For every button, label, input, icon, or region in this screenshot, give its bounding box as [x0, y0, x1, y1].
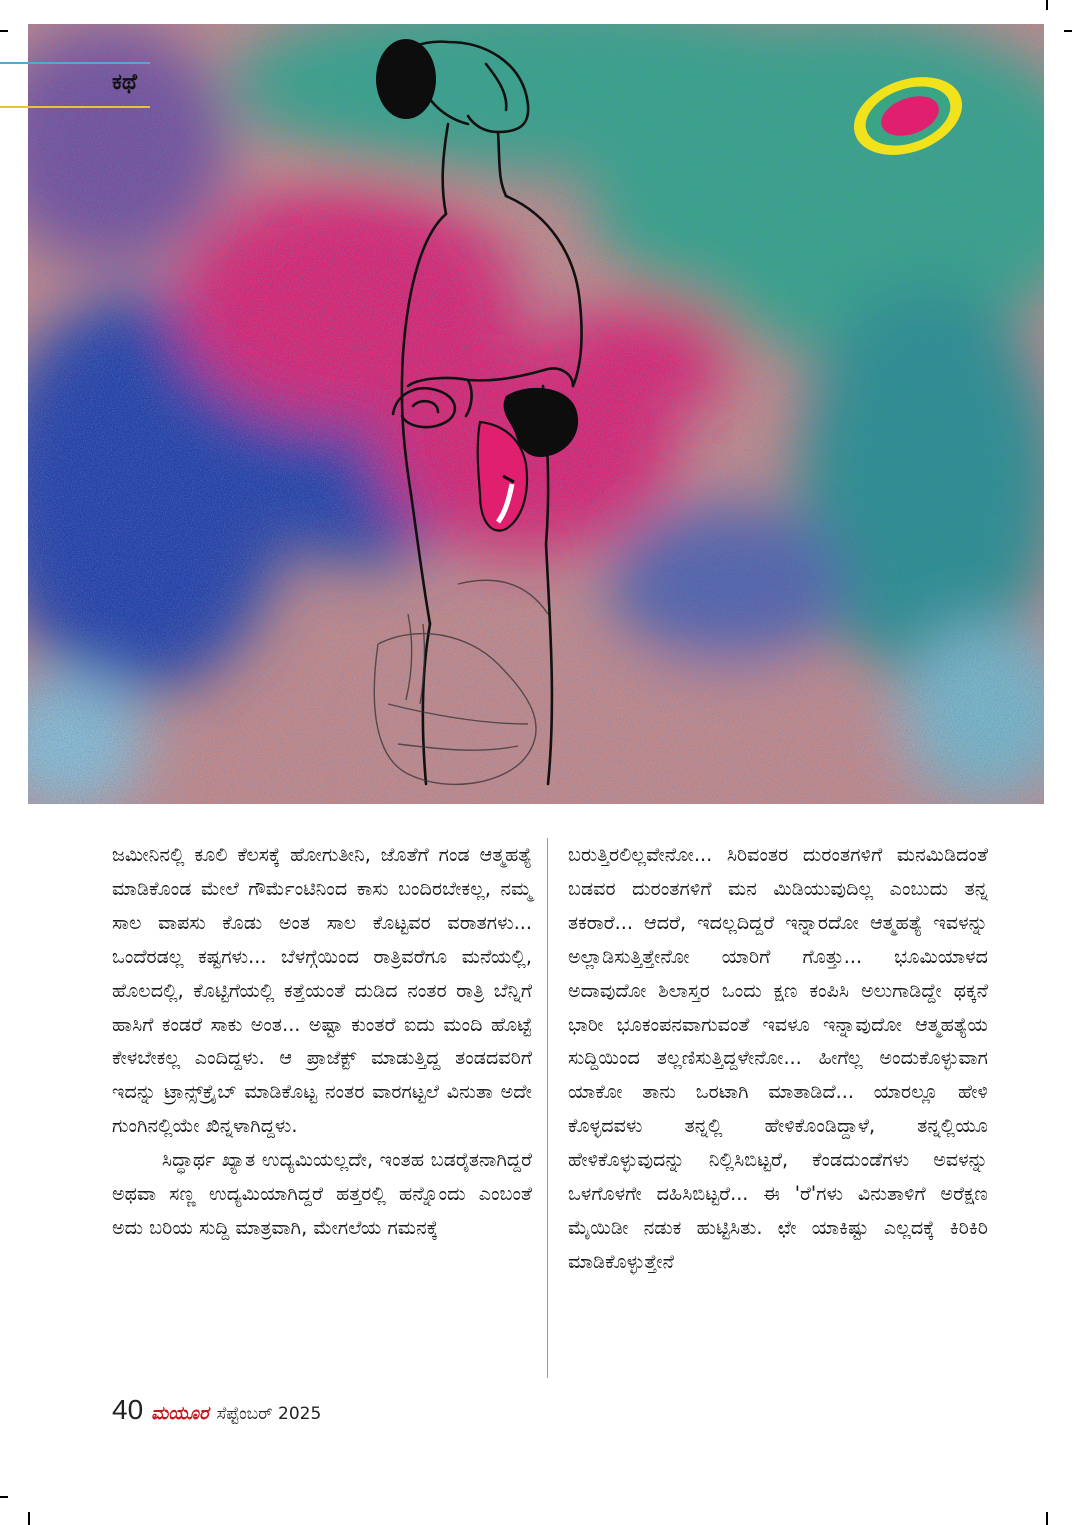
story-illustration: [28, 24, 1044, 804]
crop-mark: [0, 1496, 8, 1498]
issue-date: ಸೆಪ್ಟೆಂಬರ್ 2025: [216, 1404, 322, 1424]
crop-mark: [28, 1512, 30, 1525]
page-footer: [112, 1394, 321, 1426]
paragraph: ಸಿದ್ಧಾರ್ಥ ಖ್ಯಾತ ಉದ್ಯಮಿಯಲ್ಲದೇ, ಇಂತಹ ಬಡರೈತನಾಗಿದ್ದರೆ ಅಥವಾ ಸಣ್ಣ ಉದ್ಯಮಿಯಾಗಿದ್ದರೆ ಹತ್ತರಲ್ಲಿ ಹನ್ನೊಂದು ಎಂಬಂತೆ ಅದು ಬರಿಯ ಸುದ್ದಿ ಮಾತ್ರವಾಗಿ, ಮೇಗಲೆಯ ಗಮನಕ್ಕೆ: [112, 1148, 532, 1239]
header-rule-yellow: [0, 106, 150, 108]
header-rule-blue: [0, 62, 150, 64]
section-label: ಕಥೆ: [112, 70, 137, 95]
magazine-logo: ಮಯೂರ: [151, 1403, 209, 1424]
text-column-left: [112, 838, 532, 1245]
text-column-right: [568, 838, 988, 1279]
page-number: 40: [112, 1394, 144, 1425]
crop-mark: [1046, 1512, 1048, 1525]
paragraph: ಬರುತ್ತಿರಲಿಲ್ಲವೇನೋ... ಸಿರಿವಂತರ ದುರಂತಗಳಿಗೆ ಮನಮಿಡಿದಂತೆ ಬಡವರ ದುರಂತಗಳಿಗೆ ಮನ ಮಿಡಿಯುವುದಿಲ್ಲ ಎಂಬುದು ತನ್ನ ತಕರಾರೆ... ಆದರೆ, ಇದಲ್ಲದಿದ್ದರೆ ಇನ್ನಾರದೋ ಆತ್ಮಹತ್ಯೆ ಇವಳನ್ನು ಅಲ್ಲಾಡಿಸುತ್ತಿತ್ತೇನೋ ಯಾರಿಗೆ ಗೊತ್ತು... ಭೂಮಿಯಾಳದ ಅದಾವುದೋ ಶಿಲಾಸ್ತರ ಒಂದು ಕ್ಷಣ ಕಂಪಿಸಿ ಅಲುಗಾಡಿದ್ದೇ ಥಕ್ಕನೆ ಭಾರೀ ಭೂಕಂಪನವಾಗುವಂತೆ ಇವಳೂ ಇನ್ನಾವುದೋ ಆತ್ಮಹತ್ಯೆಯ ಸುದ್ದಿಯಿಂದ ತಲ್ಲಣಿಸುತ್ತಿದ್ದಳೇನೋ... ಹೀಗೆಲ್ಲ ಅಂದುಕೊಳ್ಳುವಾಗ ಯಾಕೋ ತಾನು ಒರಟಾಗಿ ಮಾತಾಡಿದೆ... ಯಾರಲ್ಲೂ ಹೇಳಿ ಕೊಳ್ಳದವಳು ತನ್ನಲ್ಲಿ ಹೇಳಿಕೊಂಡಿದ್ದಾಳೆ, ತನ್ನಲ್ಲಿಯೂ ಹೇಳಿಕೊಳ್ಳುವುದನ್ನು ನಿಲ್ಲಿಸಿಬಿಟ್ಟರೆ, ಕೆಂಡದುಂಡೆಗಳು ಅವಳನ್ನು ಒಳಗೊಳಗೇ ದಹಿಸಿಬಿಟ್ಟರೆ... ಈ 'ರೆ'ಗಳು ವಿನುತಾಳಿಗೆ ಅರೆಕ್ಷಣ ಮೈಯಿಡೀ ನಡುಕ ಹುಟ್ಟಿಸಿತು. ಛೇ ಯಾಕಿಷ್ಟು ಎಲ್ಲದಕ್ಕೆ ಕಿರಿಕಿರಿ ಮಾಡಿಕೊಳ್ಳುತ್ತೇನೆ: [568, 843, 988, 1273]
column-divider: [547, 838, 548, 1378]
paragraph: ಜಮೀನಿನಲ್ಲಿ ಕೂಲಿ ಕೆಲಸಕ್ಕೆ ಹೋಗುತೀನಿ, ಜೊತೆಗೆ ಗಂಡ ಆತ್ಮಹತ್ಯೆ ಮಾಡಿಕೊಂಡ ಮೇಲೆ ಗೌರ್ಮೆಂಟಿನಿಂದ ಕಾಸು ಬಂದಿರಬೇಕಲ್ಲ, ನಮ್ಮ ಸಾಲ ವಾಪಸು ಕೊಡು ಅಂತ ಸಾಲ ಕೊಟ್ಟವರ ವರಾತಗಳು... ಒಂದೆರಡಲ್ಲ ಕಷ್ಟಗಳು... ಬೆಳಗ್ಗೆಯಿಂದ ರಾತ್ರಿವರೆಗೂ ಮನೆಯಲ್ಲಿ, ಹೊಲದಲ್ಲಿ, ಕೊಟ್ಟಿಗೆಯಲ್ಲಿ ಕತ್ತೆಯಂತೆ ದುಡಿದ ನಂತರ ರಾತ್ರಿ ಬೆನ್ನಿಗೆ ಹಾಸಿಗೆ ಕಂಡರೆ ಸಾಕು ಅಂತ... ಅಷ್ಟಾ ಕುಂತರೆ ಐದು ಮಂದಿ ಹೊಟ್ಟೆ ಕೇಳಬೇಕಲ್ಲ ಎಂದಿದ್ದಳು. ಆ ಪ್ರಾಜೆಕ್ಟ್ ಮಾಡುತ್ತಿದ್ದ ತಂಡದವರಿಗೆ ಇದನ್ನು ಟ್ರಾನ್ಸ್‌ಕ್ರೈಬ್ ಮಾಡಿಕೊಟ್ಟ ನಂತರ ವಾರಗಟ್ಟಲೆ ವಿನುತಾ ಅದೇ ಗುಂಗಿನಲ್ಲಿಯೇ ಖಿನ್ನಳಾಗಿದ್ದಳು.: [112, 843, 532, 1138]
crop-mark: [1064, 30, 1072, 32]
crop-mark: [1046, 0, 1048, 10]
crop-mark: [0, 30, 8, 32]
